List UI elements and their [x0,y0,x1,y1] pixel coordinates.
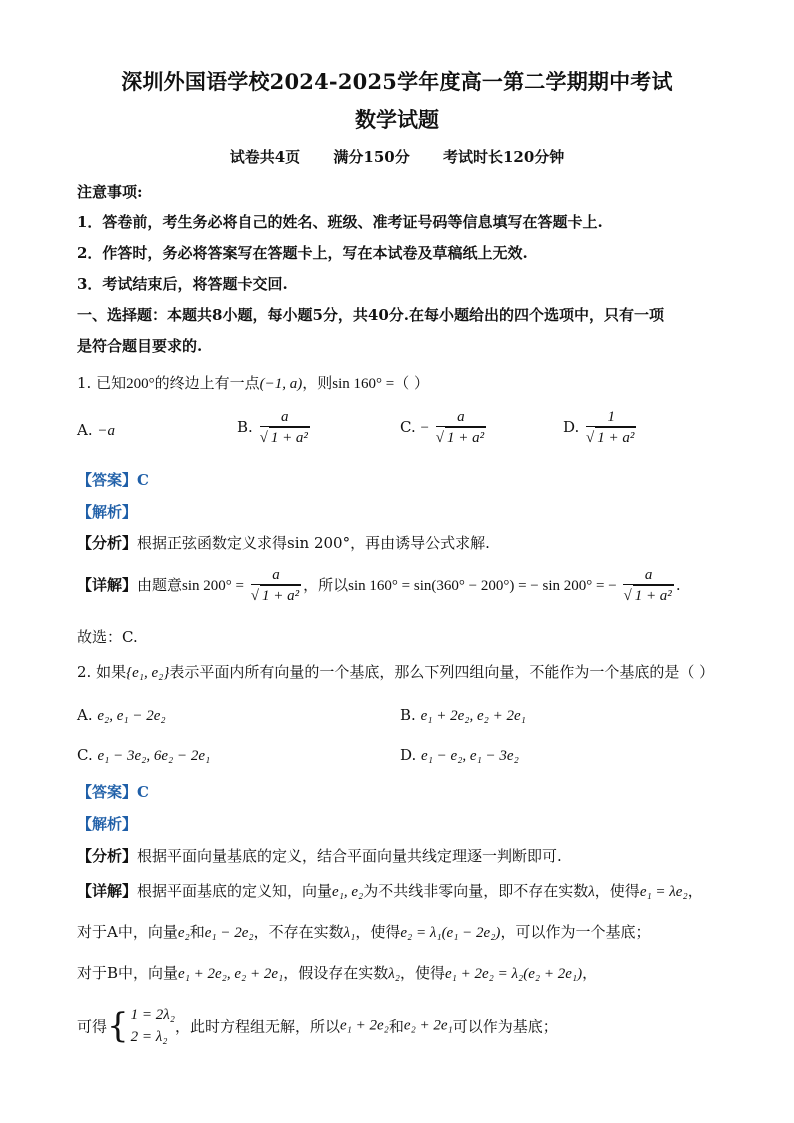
q2-analysis-label [77,813,137,834]
fraction: $\frac{a}{\text{√ 1 + a²}}$ [259,409,308,446]
q2-case-b-system [77,1004,558,1048]
case-a-and: 和 [189,923,205,941]
fraction: $\frac{a}{\text{√ 1 + a²}}$ [435,409,485,446]
system-pre: 可得 [77,1017,108,1036]
denominator: 1 + a² [633,585,674,606]
full-score: 满分150分 [333,148,410,166]
q2-case-a [77,921,650,942]
question-1-stem [77,372,429,393]
section-heading-line1: 一、选择题：本题共8小题，每小题5分，共40分.在每小题给出的四个选项中，只有一项 [77,306,664,324]
q2-option-c [77,746,210,765]
option-label: B. [237,418,253,436]
q2-stem: 表示平面内所有向量的一个基底，那么下列四组向量，不能作为一个基底的是（ ） [169,663,715,681]
detail-chain: sin 160° = sin(360° − 200°) = − sin 200° = − [348,578,617,594]
option-value: e₂, e₁ − 2e₂ [97,708,166,724]
option-value: e₁ − 3e₂, 6e₂ − 2e₁ [97,748,211,764]
q1-option-b [237,408,312,448]
page-count: 试卷共4页 [229,148,301,166]
detail-mid: ，所以 [303,576,349,594]
q1-option-a [77,421,115,440]
q1-angle: 200° [126,376,155,392]
q1-detail [77,566,681,606]
case-b-pre: 对于B中，向量 [77,964,179,982]
numerator: a [260,408,310,427]
denominator: 1 + a² [445,427,486,448]
system-and: 和 [388,1017,404,1036]
fraction: $\frac{a}{\text{√ 1 + a²}}$ [250,567,300,604]
case-a-mid: ，不存在实数 [253,923,344,941]
case-b-end: ， [582,964,598,982]
system-eq-1: 1 = 2λ₂ [130,1007,175,1023]
case-a-v1: e₂ [177,925,190,941]
system-v1: e₁ + 2e₂ [340,1017,389,1034]
system-end: 可以作为基底； [452,1017,558,1036]
detail-label: 【详解】 [77,576,138,594]
option-label: A. [77,421,93,439]
case-b-mid2: ，使得 [400,964,446,982]
q2-detail [77,880,703,901]
detail-text1: 根据平面基底的定义知，向量 [137,882,333,900]
option-label: C. [400,418,416,436]
notice-item-1: 1．答卷前，考生务必将自己的姓名、班级、准考证号码等信息填写在答题卡上. [77,213,603,231]
detail-pre: 由题意 [137,576,183,594]
numerator: a [251,566,301,585]
q1-point: (−1, a) [259,376,303,392]
question-2-stem [77,661,714,682]
notice-item-2: 2．作答时，务必将答案写在答题卡上，写在本试卷及草稿纸上无效. [77,244,528,262]
equation-system [131,1004,175,1048]
fenxi-label: 【分析】 [77,847,138,865]
fenxi-label: 【分析】 [77,534,138,552]
exam-title: 深圳外国语学校2024-2025学年度高一第二学期期中考试 [121,69,673,94]
option-label: D. [400,746,417,764]
detail-end: . [675,576,681,594]
option-value: e₁ − e₂, e₁ − 3e₂ [421,748,519,764]
q1-expr: sin 160° = [332,376,395,392]
option-label: C. [77,746,93,764]
q2-case-b [77,962,597,983]
fenxi-text: 根据平面向量基底的定义，结合平面向量共线定理逐一判断即可. [137,847,562,865]
q1-option-c: C. − $\frac{a}{\text{√ 1 + a²}}$ [400,409,485,446]
detail-sin200: sin 200° = [182,578,244,594]
q1-option-d [563,408,638,448]
option-label: D. [563,418,580,436]
q1-mid2: ，则 [302,374,333,392]
denominator: 1 + a² [269,427,310,448]
q1-fenxi [77,532,490,553]
denominator: 1 + a² [260,585,301,606]
exam-subtitle: 数学试题 [355,107,439,132]
answer-text: 【答案】C [77,471,149,489]
detail-label: 【详解】 [77,882,138,900]
q1-choose: 故选：C. [77,628,138,646]
notice-heading: 注意事项: [77,183,143,201]
analysis-text: 【解析】 [77,503,138,521]
q1-answer [77,469,149,490]
case-a-mid2: ，使得 [355,923,401,941]
q1-paren: （ ） [394,374,429,392]
case-b-vecs: e₁ + 2e₂, e₂ + 2e₁ [178,966,284,982]
detail-text3: ，使得 [594,882,640,900]
exam-info [0,146,794,167]
fenxi-text: 根据正弦函数定义求得sin 200°，再由诱导公式求解. [137,534,490,552]
answer-text: 【答案】C [77,783,149,801]
numerator: a [436,408,486,427]
q2-basis: {e₁, e₂} [126,665,170,681]
option-value: e₁ + 2e₂, e₂ + 2e₁ [420,708,526,724]
q1-pre: 1. 已知 [77,374,127,392]
left-brace-icon: { [107,1006,129,1046]
detail-eq: e₁ = λe₂ [639,884,688,900]
case-a-lambda: λ₁ [343,925,356,941]
system-mid: ，此时方程组无解，所以 [175,1017,341,1036]
option-value: −a [97,423,116,439]
q1-mid: 的终边上有一点 [154,374,260,392]
case-a-pre: 对于A中，向量 [77,923,178,941]
detail-text2: 为不共线非零向量，即不存在实数 [363,882,589,900]
detail-lambda: λ [588,884,595,900]
case-b-mid: ，假设存在实数 [283,964,389,982]
q2-pre: 2. 如果 [77,663,127,681]
option-label: B. [400,706,416,724]
option-label: A. [77,706,93,724]
detail-vecs: e₁, e₂ [332,884,364,900]
case-a-v2: e₁ − 2e₂ [204,925,254,941]
notice-item-3: 3．考试结束后，将答题卡交回. [77,275,288,293]
detail-text4: ， [687,882,703,900]
q2-option-a [77,706,166,725]
section-heading-line2: 是符合题目要求的. [77,337,203,355]
q2-option-b [400,706,526,725]
numerator: 1 [586,408,636,427]
system-v2: e₂ + 2e₁ [403,1017,453,1034]
fraction: $\frac{1}{\text{√ 1 + a²}}$ [586,409,635,446]
system-eq-2: 2 = λ₂ [130,1029,168,1045]
case-a-eq: e₂ = λ₁(e₁ − 2e₂) [400,925,501,941]
case-a-end: ，可以作为一个基底； [500,923,651,941]
q1-analysis-label [77,501,137,522]
q2-answer [77,781,149,802]
fraction: $\frac{a}{\text{√ 1 + a²}}$ [623,567,672,604]
numerator: a [623,566,673,585]
q2-fenxi [77,845,562,866]
case-b-lambda: λ₂ [388,966,400,982]
exam-duration: 考试时长120分钟 [442,148,565,166]
denominator: 1 + a² [595,427,636,448]
q2-option-d [400,746,519,765]
analysis-text: 【解析】 [77,815,138,833]
case-b-eq: e₁ + 2e₂ = λ₂(e₂ + 2e₁) [445,966,583,982]
